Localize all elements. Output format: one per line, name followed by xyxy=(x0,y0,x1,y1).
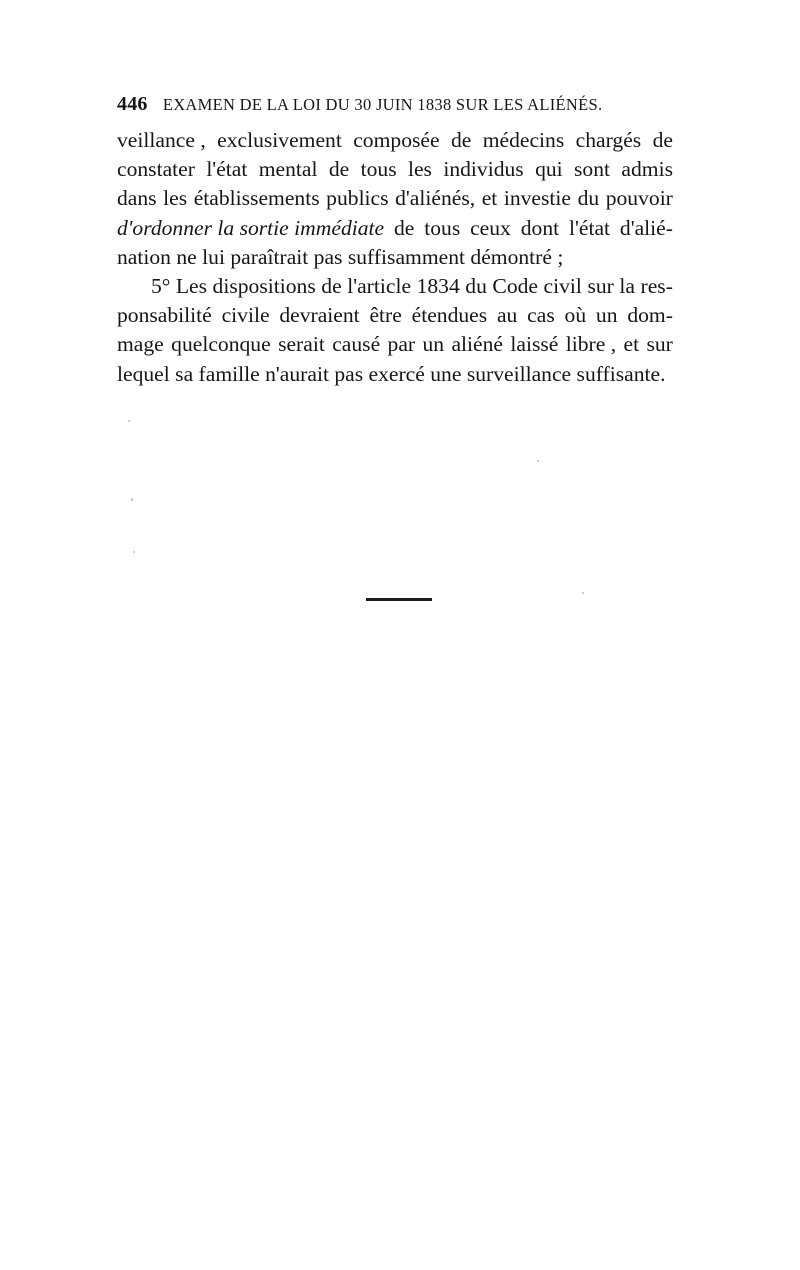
word: par xyxy=(387,332,416,357)
word: sur xyxy=(646,332,673,357)
word: établissements xyxy=(193,186,320,211)
scan-speck xyxy=(582,592,584,594)
word: causé xyxy=(332,332,381,357)
word: qui xyxy=(535,157,563,182)
word: de xyxy=(450,128,472,152)
word: et xyxy=(623,332,640,357)
text-line xyxy=(117,126,673,155)
word: sont xyxy=(574,157,611,182)
word: d'alié- xyxy=(619,215,673,240)
word: 5° Les xyxy=(151,273,208,298)
word: mage xyxy=(117,332,164,357)
word: exclusivement xyxy=(217,128,342,152)
word: les xyxy=(163,186,188,211)
word: ceux xyxy=(470,215,511,240)
word: l'état xyxy=(568,215,611,240)
italic-phrase: d'ordonner la sortie immédiate xyxy=(117,215,385,240)
word: de xyxy=(393,215,415,240)
word: dom- xyxy=(627,303,673,328)
word: de xyxy=(652,128,673,152)
word: du xyxy=(465,273,487,298)
word: aliéné xyxy=(451,332,504,357)
word: chargés xyxy=(575,128,642,152)
section-end-rule xyxy=(366,598,432,601)
word: mental xyxy=(258,157,318,182)
word: Code xyxy=(492,273,539,298)
word: un xyxy=(595,303,618,328)
word: dans xyxy=(117,186,157,211)
scan-speck xyxy=(128,420,130,422)
word: et xyxy=(481,186,498,211)
word: du xyxy=(577,186,600,211)
word: de xyxy=(328,157,350,182)
word: serait xyxy=(278,332,325,357)
body-text xyxy=(117,126,673,389)
text-line xyxy=(117,243,673,272)
word: tous xyxy=(424,215,461,240)
text-line xyxy=(117,360,673,389)
running-head xyxy=(117,93,673,119)
word: investie xyxy=(503,186,572,211)
text-line xyxy=(117,184,673,213)
page-number: 446 xyxy=(117,93,148,115)
scan-speck xyxy=(537,460,539,462)
word: quelconque xyxy=(171,332,271,357)
text-line xyxy=(117,301,673,330)
line-text: lequel sa famille n'aurait pas exercé une surveillance suffisante. xyxy=(117,361,666,386)
word: d'aliénés, xyxy=(395,186,476,211)
word: étendues xyxy=(411,303,488,328)
word: civil xyxy=(543,273,582,298)
word: veillance , xyxy=(117,128,206,152)
scan-speck xyxy=(131,498,133,501)
word: res- xyxy=(640,273,673,298)
running-title: EXAMEN DE LA LOI DU 30 JUIN 1838 SUR LES ALIÉNÉS. xyxy=(162,95,603,114)
word: les xyxy=(407,157,432,182)
word: tous xyxy=(360,157,397,182)
word: 1834 xyxy=(416,273,460,298)
word: cas xyxy=(527,303,555,328)
word: l'article xyxy=(347,273,412,298)
scan-speck xyxy=(133,551,135,553)
word: un xyxy=(422,332,445,357)
word: la xyxy=(619,273,635,298)
word: constater xyxy=(117,157,195,182)
word: civile xyxy=(221,303,270,328)
word: où xyxy=(564,303,587,328)
word: admis xyxy=(621,157,673,182)
word: dispositions xyxy=(212,273,316,298)
text-line xyxy=(117,272,673,301)
text-line xyxy=(117,330,673,359)
word: composée xyxy=(353,128,440,152)
word: médecins xyxy=(482,128,565,152)
word: ponsabilité xyxy=(117,303,212,328)
text-line xyxy=(117,214,673,243)
word: au xyxy=(496,303,518,328)
word: libre , xyxy=(565,332,617,357)
word: sur xyxy=(587,273,614,298)
word: laissé xyxy=(510,332,559,357)
line-text: nation ne lui paraîtrait pas suffisamment démontré ; xyxy=(117,244,564,269)
word: l'état xyxy=(206,157,248,182)
word: devraient xyxy=(279,303,360,328)
word: individus xyxy=(443,157,524,182)
text-line xyxy=(117,155,673,184)
word: publics xyxy=(326,186,389,211)
word: de xyxy=(321,273,342,298)
word: dont xyxy=(520,215,560,240)
word: être xyxy=(369,303,402,328)
word: pouvoir xyxy=(605,186,673,211)
